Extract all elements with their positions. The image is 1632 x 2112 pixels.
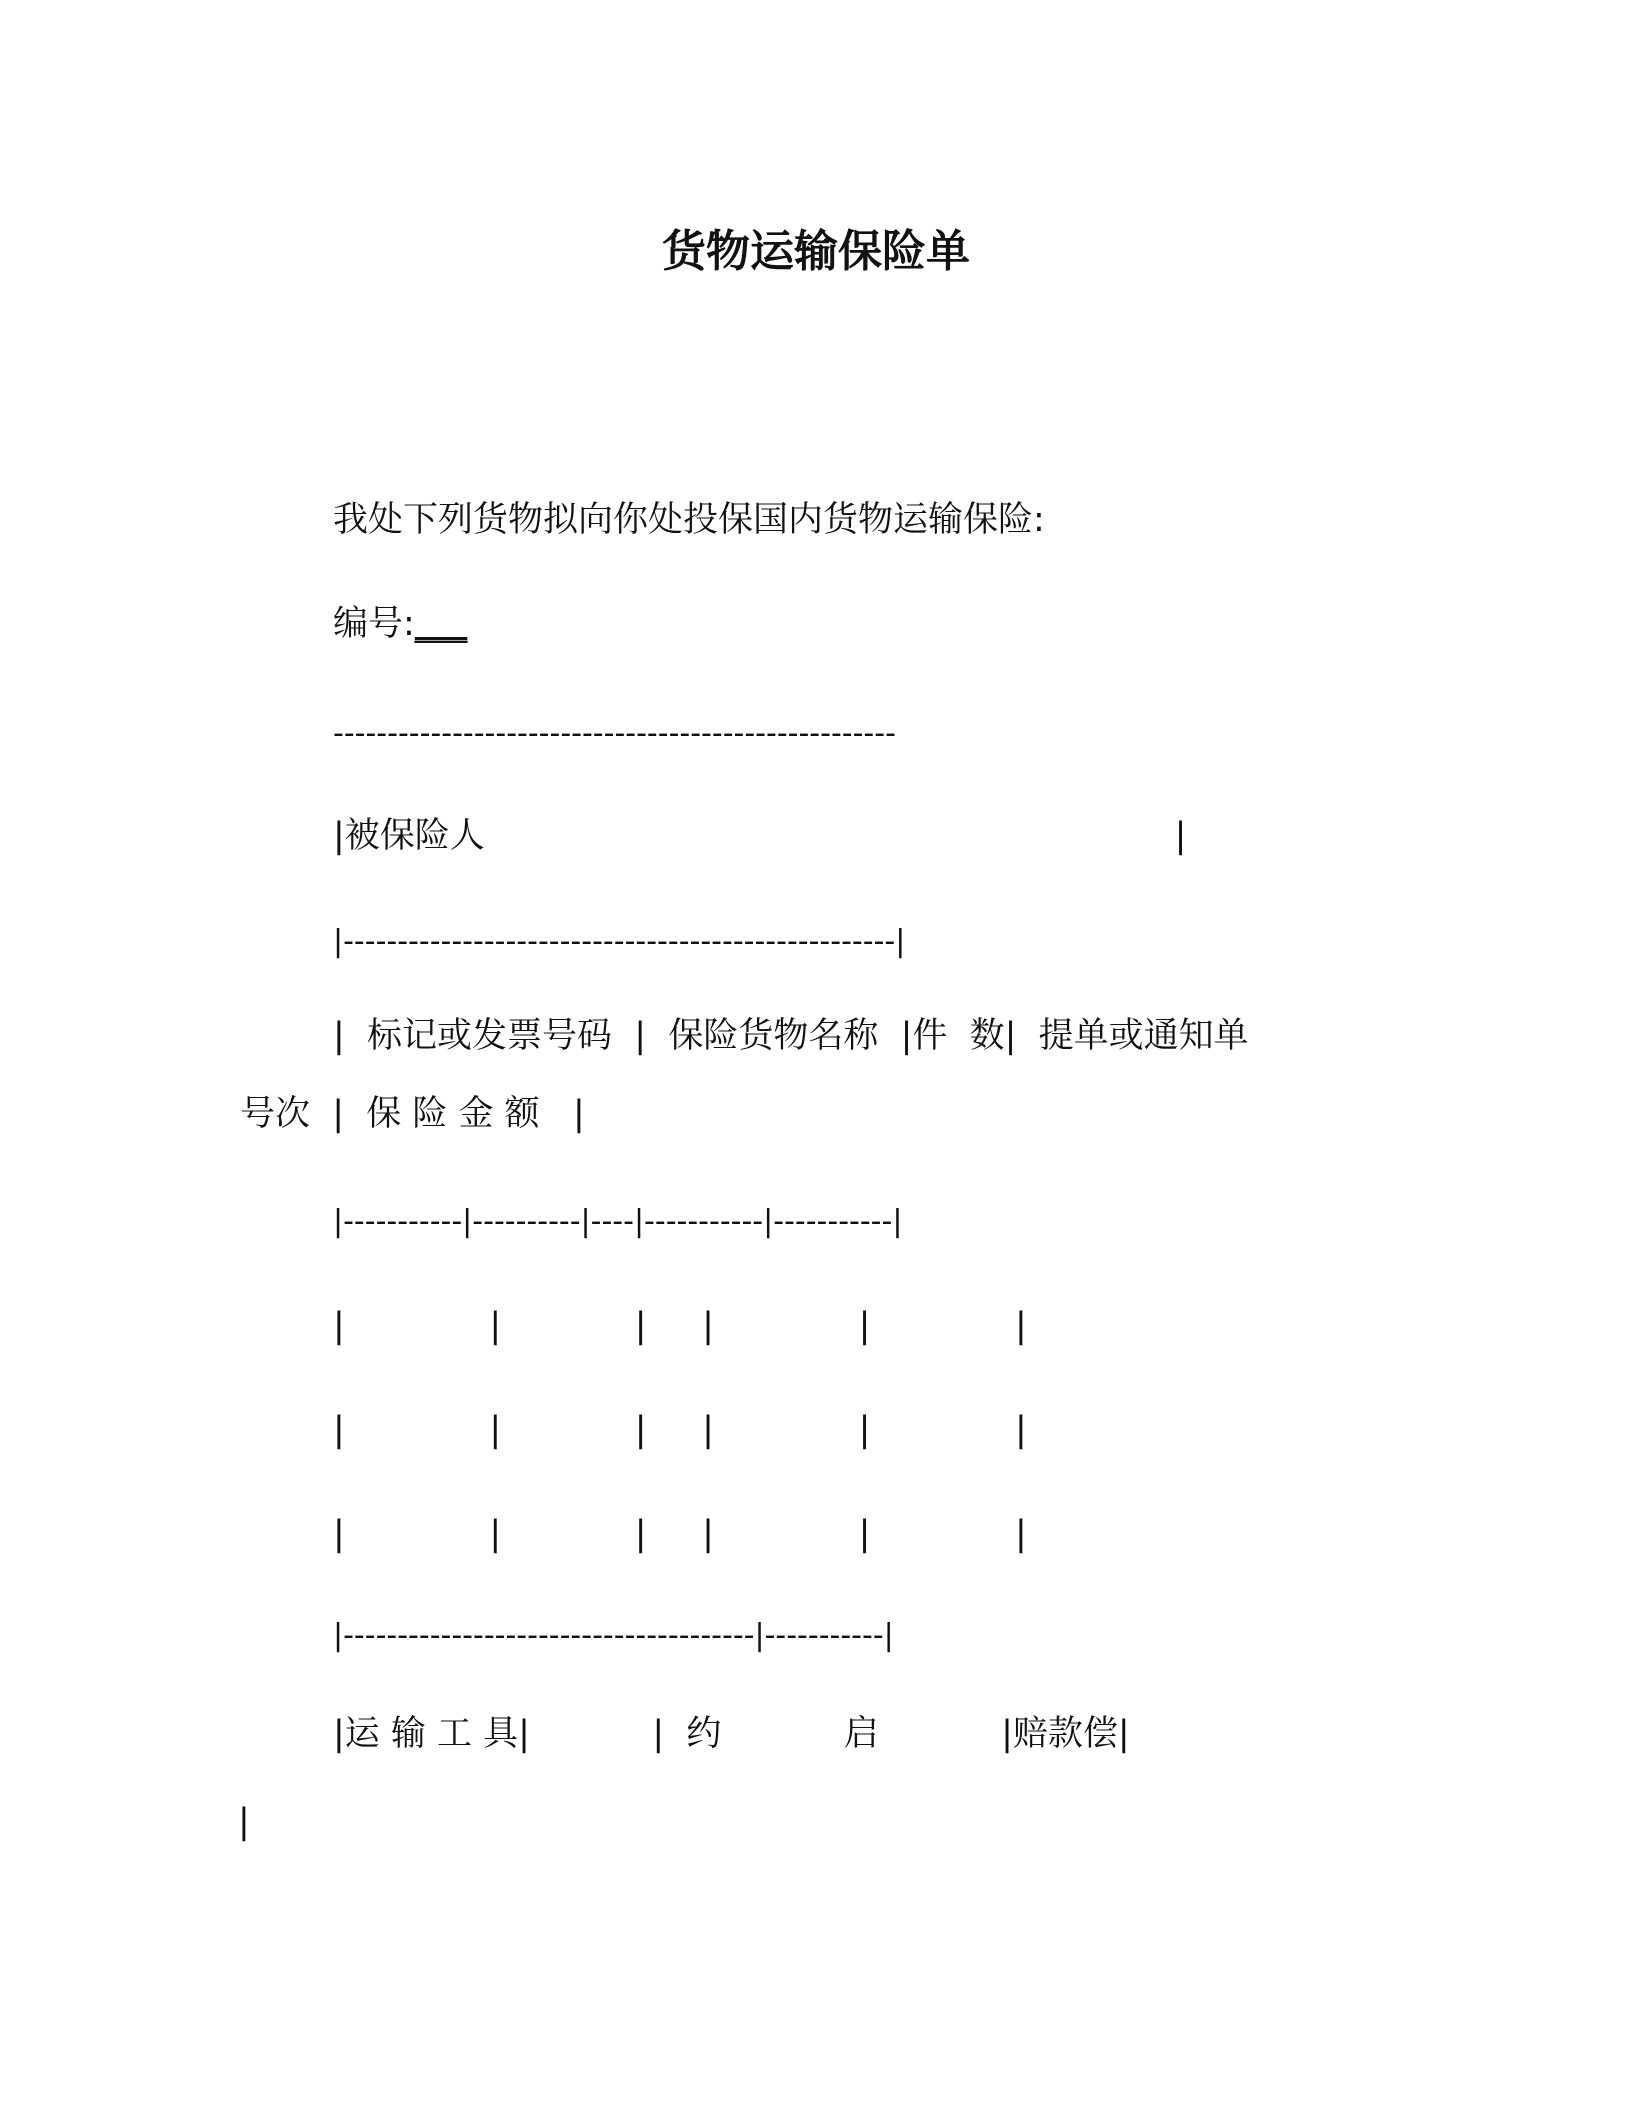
document-title: 货物运输保险单 <box>662 226 970 277</box>
number-label: 编号: <box>333 604 415 644</box>
number-blank: ___ <box>414 604 468 644</box>
top-rule: ---------------------------------------------------- <box>333 716 896 751</box>
number-field <box>333 602 467 646</box>
table-row: | | | | | | <box>333 1306 1027 1346</box>
table-row: | | | | | | <box>333 1410 1027 1450</box>
insured-row: |被保险人 | <box>333 816 1187 856</box>
table-header-line-2: 号次 | 保 险 金 额 | <box>240 1094 585 1134</box>
table-row: | | | | | | <box>333 1514 1027 1554</box>
rule-columns: |-----------|----------|----|-----------|-----------| <box>333 1204 903 1239</box>
table-header-line-1: | 标记或发票号码 | 保险货物名称 |件 数| 提单或通知单 <box>333 1016 1249 1056</box>
intro-text: 我处下列货物拟向你处投保国内货物运输保险: <box>333 500 1045 540</box>
transport-row: |运 输 工 具| | 约 启 |赔款偿| <box>333 1714 1130 1754</box>
trailing-bar: | <box>238 1802 250 1842</box>
rule-split: |--------------------------------------|-----------| <box>333 1618 894 1653</box>
rule-full: |---------------------------------------------------| <box>333 924 906 959</box>
